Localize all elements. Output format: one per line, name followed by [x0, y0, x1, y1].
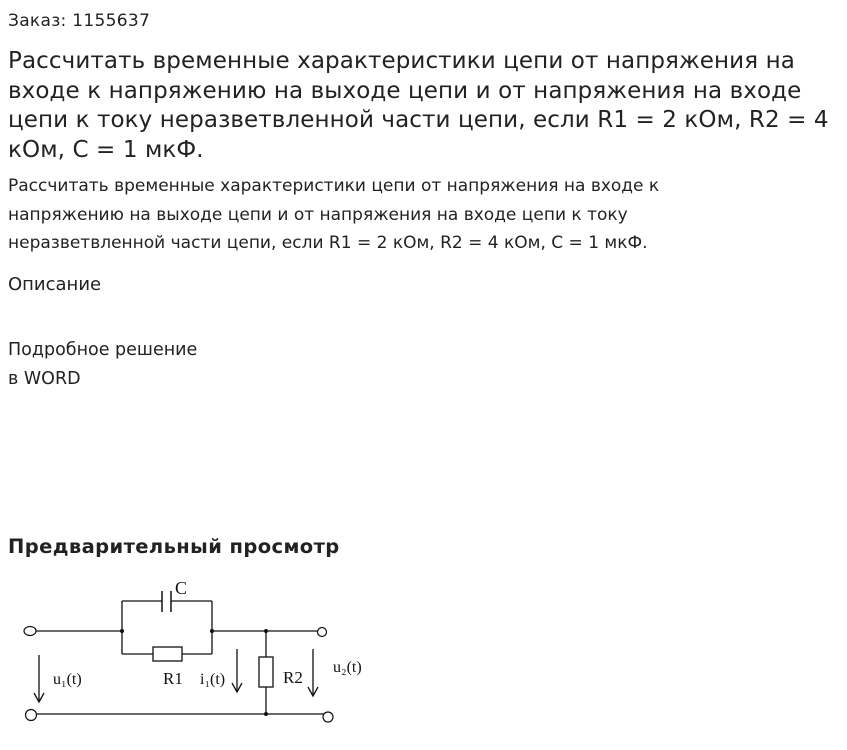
- resistor-r2-label: R2: [283, 668, 303, 687]
- capacitor-label: C: [175, 578, 188, 598]
- page-title: Рассчитать временные характеристики цепи от напряжения на входе к напряжению на выходе цепи и от напряжения на входе цепи к току неразветвленной части цепи, если R1 = 2 кОм, R2 = 4 кОм, С = 1 мкФ.: [8, 48, 829, 163]
- resistor-r2-symbol: [259, 657, 273, 687]
- task-description: Рассчитать временные характеристики цепи от напряжения на входе к напряжению на выходе цепи и от напряжения на входе цепи к току неразветвленной части цепи, если R1 = 2 кОм, R2 = 4 кОм, С = 1 мкФ.: [8, 176, 660, 253]
- capacitor-symbol: [162, 591, 171, 612]
- solution-line-1: Подробное решение: [8, 340, 198, 360]
- order-number: Заказ: 1155637: [8, 11, 151, 31]
- resistor-r1-symbol: [153, 647, 182, 661]
- circuit-diagram: [0, 570, 380, 730]
- solution-info: [8, 336, 197, 394]
- preview-heading: Предварительный просмотр: [8, 535, 340, 558]
- circuit-nodes: [120, 629, 268, 716]
- input-voltage-label: u₁(t): [53, 671, 82, 688]
- current-label: i₁(t): [200, 671, 226, 688]
- description-heading: Описание: [8, 274, 102, 295]
- solution-line-2: в WORD: [8, 369, 81, 389]
- resistor-r1-label: R1: [163, 669, 183, 688]
- output-voltage-label: u₂(t): [333, 659, 362, 676]
